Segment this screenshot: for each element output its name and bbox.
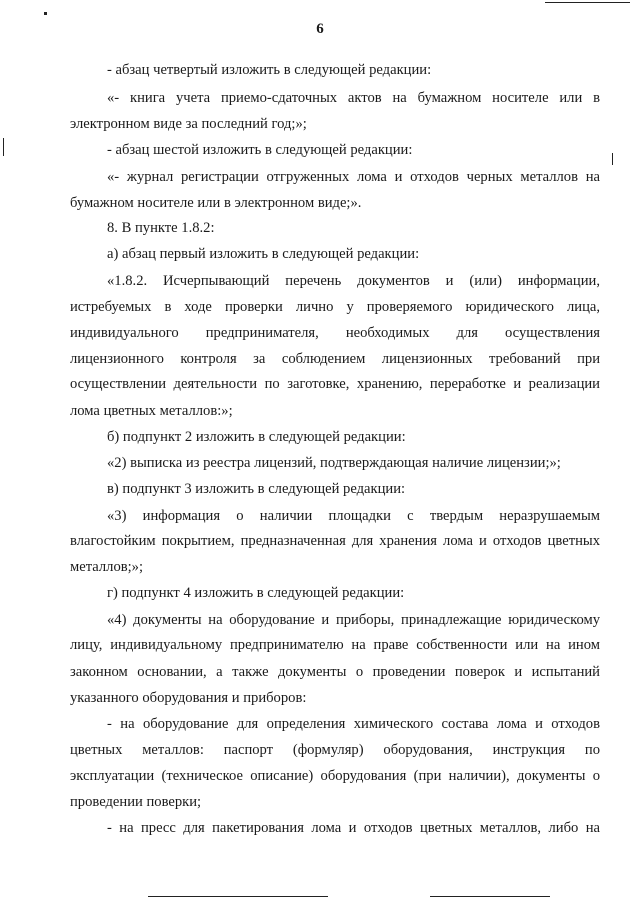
scan-artifact-bottom-right: [430, 896, 550, 897]
text-line: бумажном носителе или в электронном виде;».: [70, 195, 362, 211]
text-line: металлов;»;: [70, 559, 144, 575]
scan-artifact-right-edge: [612, 153, 613, 165]
text-line: указанного оборудования и приборов:: [70, 690, 307, 706]
text-line: - на пресс для пакетирования лома и отходов цветных металлов, либо на: [107, 820, 600, 836]
text-line: лицензионного контроля за соблюдением лицензионных требований при: [70, 351, 600, 367]
text-line: истребуемых в ходе проверки лично у проверяемого юридического лица,: [70, 299, 600, 315]
text-line: «- книга учета приемо-сдаточных актов на бумажном носителе или в: [107, 90, 600, 106]
text-line: «- журнал регистрации отгруженных лома и отходов черных металлов на: [107, 169, 600, 185]
text-line: законном основании, а также документы о проведении поверок и испытаний: [70, 664, 600, 680]
text-line: проведении поверки;: [70, 794, 202, 810]
text-line: г) подпункт 4 изложить в следующей редакции:: [107, 585, 405, 601]
scan-artifact-dot: [44, 12, 47, 15]
text-line: - на оборудование для определения химического состава лома и отходов: [107, 716, 600, 732]
text-line: эксплуатации (техническое описание) оборудования (при наличии), документы о: [70, 768, 600, 784]
text-line: влагостойким покрытием, предназначенная для хранения лома и отходов цветных: [70, 533, 600, 549]
text-line: электронном виде за последний год;»;: [70, 116, 307, 132]
text-line: а) абзац первый изложить в следующей редакции:: [107, 246, 420, 262]
scan-artifact-bottom: [148, 896, 328, 897]
scan-artifact-left-edge: [3, 138, 4, 156]
text-line: «2) выписка из реестра лицензий, подтверждающая наличие лицензии;»;: [107, 455, 561, 471]
text-line: «4) документы на оборудование и приборы, принадлежащие юридическому: [107, 612, 600, 628]
text-line: цветных металлов: паспорт (формуляр) оборудования, инструкция по: [70, 742, 600, 758]
text-line: лома цветных металлов:»;: [70, 403, 233, 419]
text-line: в) подпункт 3 изложить в следующей редакции:: [107, 481, 406, 497]
text-line: «3) информация о наличии площадки с твердым неразрушаемым: [107, 508, 600, 524]
text-line: лицу, индивидуальному предпринимателю на праве собственности или на ином: [70, 637, 600, 653]
text-line: осуществлении деятельности по заготовке, хранению, переработке и реализации: [70, 376, 600, 392]
text-line: - абзац четвертый изложить в следующей редакции:: [107, 62, 432, 78]
text-line: 8. В пункте 1.8.2:: [107, 220, 215, 236]
scan-artifact-top-right: [545, 2, 630, 3]
text-line: «1.8.2. Исчерпывающий перечень документов и (или) информации,: [107, 273, 600, 289]
text-line: - абзац шестой изложить в следующей редакции:: [107, 142, 413, 158]
text-line: б) подпункт 2 изложить в следующей редакции:: [107, 429, 406, 445]
page-number: 6: [316, 21, 324, 37]
text-line: индивидуального предпринимателя, необходимых для осуществления: [70, 325, 600, 341]
